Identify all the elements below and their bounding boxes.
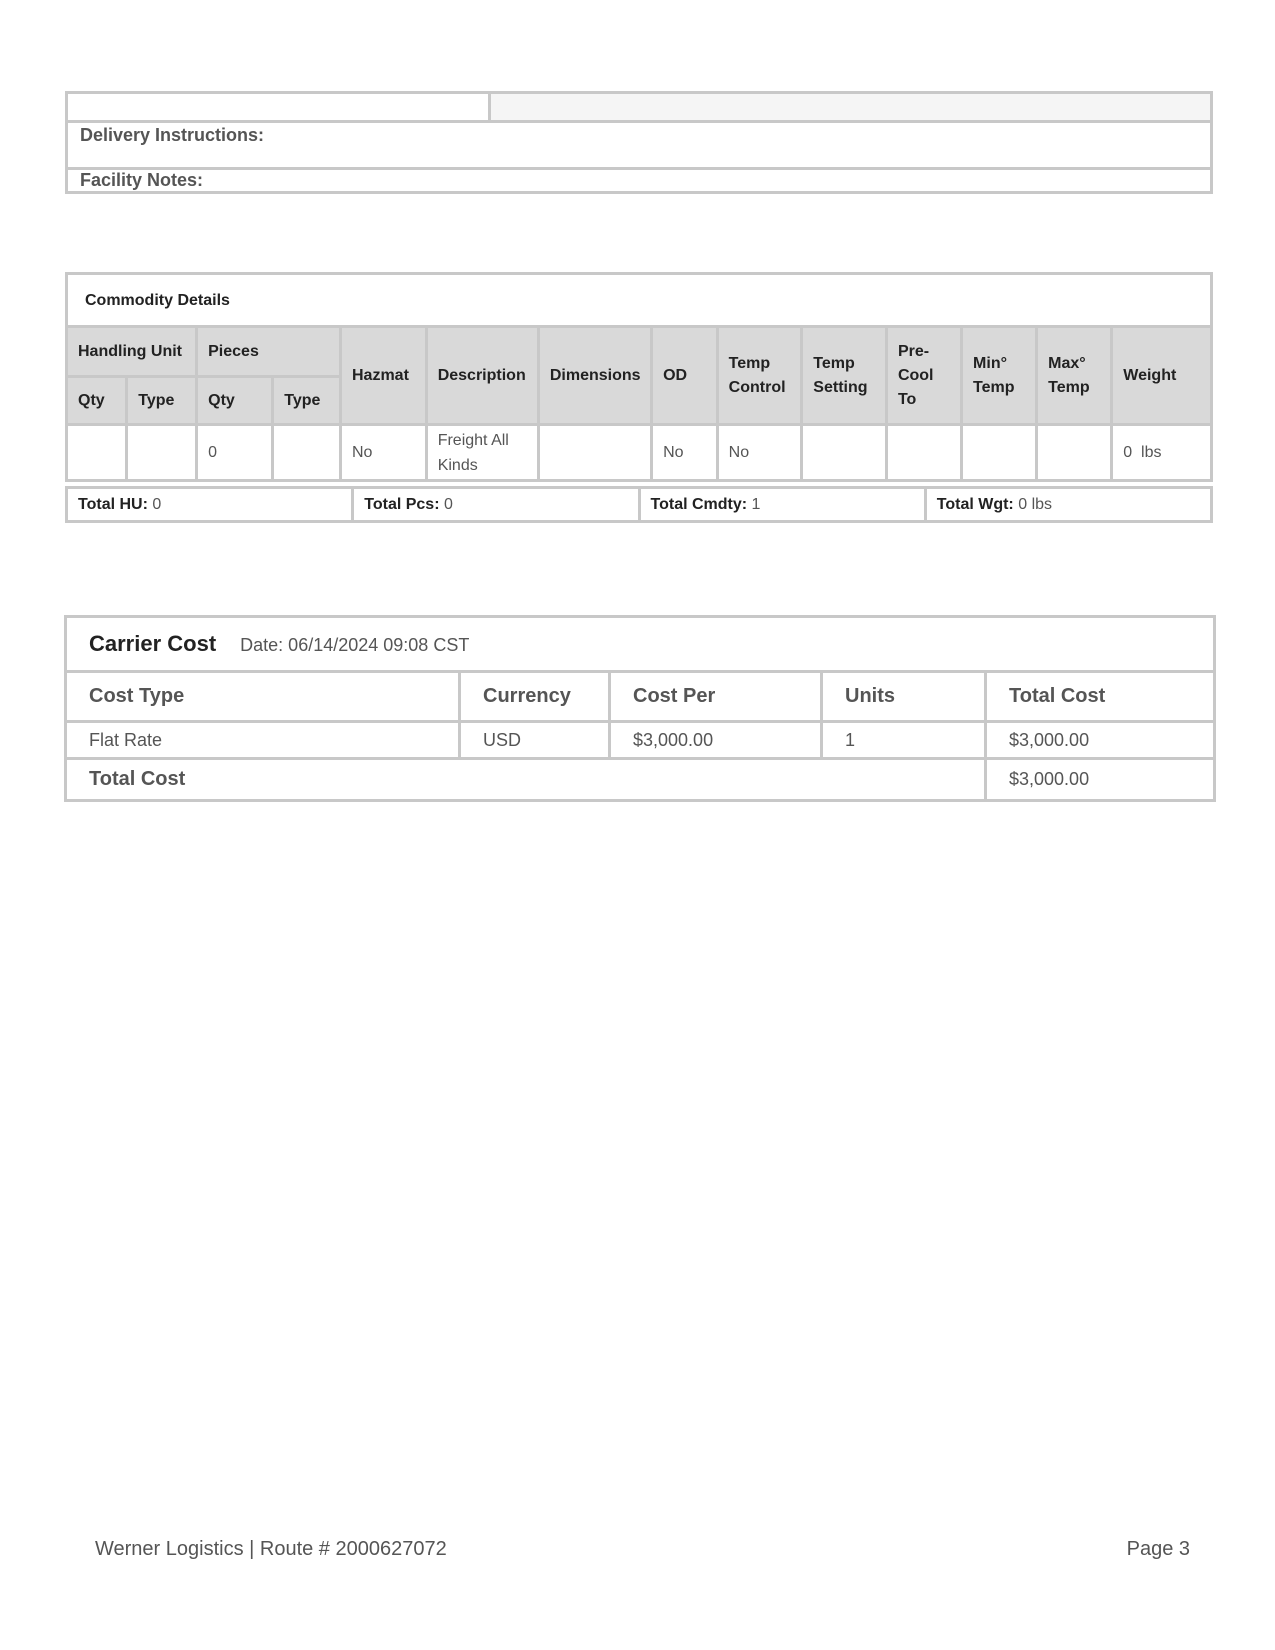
commodity-details-title: Commodity Details <box>67 274 1212 327</box>
total-cmdty <box>639 488 925 522</box>
total-cost-value: $3,000.00 <box>986 759 1215 801</box>
pieces-type-cell <box>273 425 341 481</box>
pre-cool-header: Pre-Cool To <box>886 327 961 425</box>
carrier-cost-table <box>64 615 1216 802</box>
delivery-instructions-label: Delivery Instructions: <box>67 122 1212 169</box>
handling-unit-header: Handling Unit <box>67 327 197 377</box>
blank-gray-cell <box>490 93 1212 122</box>
min-temp-header: Min° Temp <box>962 327 1037 425</box>
total-wgt <box>925 488 1211 522</box>
pre-cool-cell <box>886 425 961 481</box>
temp-control-header: Temp Control <box>717 327 802 425</box>
hazmat-header: Hazmat <box>341 327 427 425</box>
total-pcs <box>353 488 639 522</box>
units-header: Units <box>822 672 986 722</box>
temp-control-cell: No <box>717 425 802 481</box>
footer-route: Werner Logistics | Route # 2000627072 <box>95 1538 447 1560</box>
cost-type-cell: Flat Rate <box>66 722 460 759</box>
cost-type-header: Cost Type <box>66 672 460 722</box>
instructions-table <box>65 91 1213 194</box>
carrier-cost-title: Carrier Cost <box>89 631 217 656</box>
pieces-qty-header: Qty <box>197 377 273 425</box>
hu-type-cell <box>127 425 197 481</box>
cost-per-header: Cost Per <box>610 672 822 722</box>
description-cell: Freight All Kinds <box>426 425 538 481</box>
total-pcs-value: 0 <box>443 495 453 513</box>
pieces-qty-cell: 0 <box>197 425 273 481</box>
od-header: OD <box>652 327 718 425</box>
dimensions-header: Dimensions <box>538 327 651 425</box>
table-row <box>66 722 1215 759</box>
weight-cell: 0 lbs <box>1112 425 1212 481</box>
table-row <box>67 425 1212 481</box>
total-pcs-label: Total Pcs: <box>364 495 440 513</box>
pieces-type-header: Type <box>273 377 341 425</box>
carrier-cost-date: Date: 06/14/2024 09:08 CST <box>240 635 470 655</box>
max-temp-cell <box>1037 425 1112 481</box>
hu-type-header: Type <box>127 377 197 425</box>
total-cmdty-value: 1 <box>751 495 761 513</box>
hu-qty-cell <box>67 425 127 481</box>
currency-header: Currency <box>460 672 610 722</box>
total-cost-cell: $3,000.00 <box>986 722 1215 759</box>
total-wgt-value: 0 lbs <box>1018 495 1053 513</box>
description-header: Description <box>426 327 538 425</box>
max-temp-header: Max° Temp <box>1037 327 1112 425</box>
min-temp-cell <box>962 425 1037 481</box>
od-cell: No <box>652 425 718 481</box>
temp-setting-header: Temp Setting <box>802 327 887 425</box>
dimensions-cell <box>538 425 651 481</box>
cost-per-cell: $3,000.00 <box>610 722 822 759</box>
commodity-totals-table <box>65 486 1213 523</box>
hu-qty-header: Qty <box>67 377 127 425</box>
hazmat-cell: No <box>341 425 427 481</box>
blank-cell <box>67 93 490 122</box>
total-cost-header: Total Cost <box>986 672 1215 722</box>
units-cell: 1 <box>822 722 986 759</box>
total-cmdty-label: Total Cmdty: <box>650 495 748 513</box>
temp-setting-cell <box>802 425 887 481</box>
total-wgt-label: Total Wgt: <box>936 495 1014 513</box>
pieces-header: Pieces <box>197 327 341 377</box>
page-number: Page 3 <box>1126 1538 1190 1560</box>
total-hu <box>67 488 353 522</box>
weight-header: Weight <box>1112 327 1212 425</box>
total-hu-label: Total HU: <box>78 495 148 513</box>
facility-notes-label: Facility Notes: <box>67 169 1212 193</box>
commodity-details-table <box>65 272 1213 482</box>
total-cost-label: Total Cost <box>66 759 986 801</box>
currency-cell: USD <box>460 722 610 759</box>
total-hu-value: 0 <box>152 495 162 513</box>
carrier-cost-header <box>66 617 1215 672</box>
